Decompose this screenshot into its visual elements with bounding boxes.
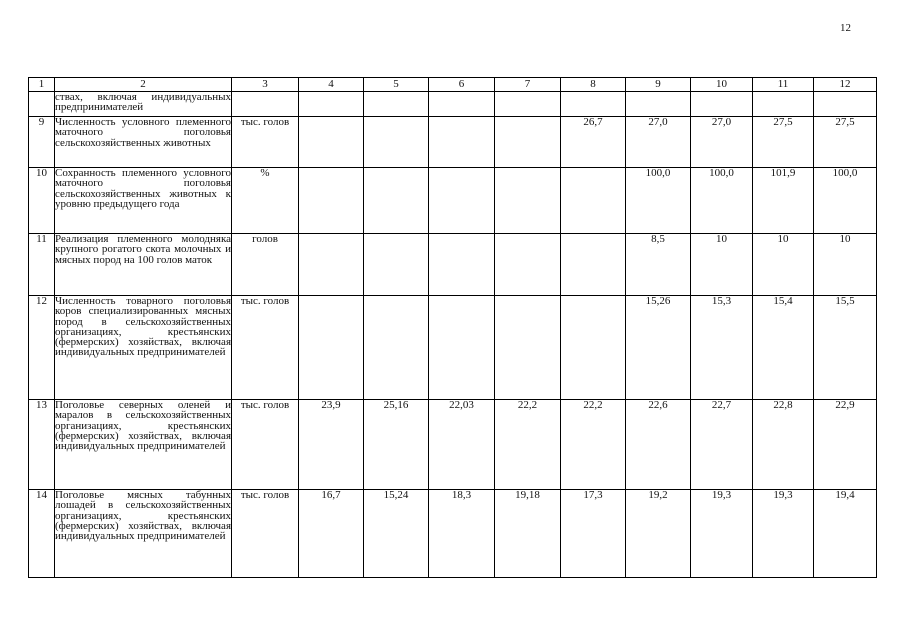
- indicator-name: Реализация племенного молодняка крупного рогатого скота молочных и мясных пород на 100 голов маток: [55, 234, 232, 296]
- table-row: [29, 296, 877, 400]
- row-number: 11: [29, 234, 55, 296]
- value-cell: 22,03: [429, 400, 495, 490]
- header-row: [29, 78, 877, 92]
- table-row: [29, 168, 877, 234]
- row-number: 14: [29, 490, 55, 578]
- value-cell: [429, 92, 495, 117]
- value-cell: 25,16: [364, 400, 429, 490]
- value-cell: 26,7: [561, 117, 626, 168]
- indicators-table: [28, 77, 877, 578]
- value-cell: 27,0: [691, 117, 753, 168]
- value-cell: 22,9: [814, 400, 877, 490]
- value-cell: 22,8: [753, 400, 814, 490]
- value-cell: 23,9: [299, 400, 364, 490]
- row-number: 9: [29, 117, 55, 168]
- column-header: 10: [691, 78, 753, 92]
- column-header: 5: [364, 78, 429, 92]
- value-cell: 15,24: [364, 490, 429, 578]
- value-cell: [814, 92, 877, 117]
- value-cell: 22,7: [691, 400, 753, 490]
- unit-cell: тыс. голов: [232, 117, 299, 168]
- value-cell: [364, 117, 429, 168]
- indicator-name: Поголовье мясных табунных лошадей в сельскохозяйственных организациях, крестьянских (фермерских) хозяйствах, включая индивидуальных предпринимателей: [55, 490, 232, 578]
- value-cell: [495, 92, 561, 117]
- value-cell: 100,0: [691, 168, 753, 234]
- value-cell: 15,3: [691, 296, 753, 400]
- value-cell: 27,0: [626, 117, 691, 168]
- value-cell: 27,5: [814, 117, 877, 168]
- value-cell: 8,5: [626, 234, 691, 296]
- value-cell: 19,3: [691, 490, 753, 578]
- value-cell: [364, 92, 429, 117]
- value-cell: [626, 92, 691, 117]
- column-header: 3: [232, 78, 299, 92]
- value-cell: [495, 117, 561, 168]
- unit-cell: голов: [232, 234, 299, 296]
- column-header: 2: [55, 78, 232, 92]
- row-number: 10: [29, 168, 55, 234]
- indicator-name: Поголовье северных оленей и маралов в сельскохозяйственных организациях, крестьянских (фермерских) хозяйствах, включая индивидуальных предпринимателей: [55, 400, 232, 490]
- value-cell: [561, 296, 626, 400]
- unit-cell: [232, 92, 299, 117]
- column-header: 7: [495, 78, 561, 92]
- value-cell: 10: [814, 234, 877, 296]
- value-cell: 15,26: [626, 296, 691, 400]
- value-cell: [429, 234, 495, 296]
- indicator-name: Численность товарного поголовья коров специализированных мясных пород в сельскохозяйственных организациях, крестьянских (фермерских) хозяйствах, включая индивидуальных предпринимателей: [55, 296, 232, 400]
- value-cell: 22,2: [561, 400, 626, 490]
- table-row: [29, 490, 877, 578]
- value-cell: [495, 168, 561, 234]
- column-header: 1: [29, 78, 55, 92]
- value-cell: [691, 92, 753, 117]
- value-cell: [429, 168, 495, 234]
- column-header: 9: [626, 78, 691, 92]
- unit-cell: тыс. голов: [232, 490, 299, 578]
- value-cell: 18,3: [429, 490, 495, 578]
- value-cell: [495, 296, 561, 400]
- value-cell: [561, 168, 626, 234]
- value-cell: 15,4: [753, 296, 814, 400]
- value-cell: 10: [691, 234, 753, 296]
- unit-cell: тыс. голов: [232, 296, 299, 400]
- column-header: 8: [561, 78, 626, 92]
- value-cell: 19,18: [495, 490, 561, 578]
- value-cell: 22,6: [626, 400, 691, 490]
- column-header: 12: [814, 78, 877, 92]
- value-cell: [299, 296, 364, 400]
- indicator-name: Сохранность племенного условного маточного поголовья сельскохозяйственных животных к уровню предыдущего года: [55, 168, 232, 234]
- page-number: 12: [840, 22, 851, 34]
- value-cell: 22,2: [495, 400, 561, 490]
- value-cell: [299, 234, 364, 296]
- value-cell: 19,4: [814, 490, 877, 578]
- value-cell: [561, 92, 626, 117]
- value-cell: [299, 92, 364, 117]
- unit-cell: тыс. голов: [232, 400, 299, 490]
- value-cell: 19,2: [626, 490, 691, 578]
- table-row: [29, 117, 877, 168]
- table-row: [29, 400, 877, 490]
- row-number: 12: [29, 296, 55, 400]
- value-cell: 101,9: [753, 168, 814, 234]
- column-header: 6: [429, 78, 495, 92]
- column-header: 4: [299, 78, 364, 92]
- indicator-name: ствах, включая индивидуальных предпринимателей: [55, 92, 232, 117]
- value-cell: [364, 296, 429, 400]
- value-cell: 15,5: [814, 296, 877, 400]
- value-cell: [429, 296, 495, 400]
- indicator-name: Численность условного племенного маточного поголовья сельскохозяйственных животных: [55, 117, 232, 168]
- value-cell: [364, 234, 429, 296]
- row-number: [29, 92, 55, 117]
- unit-cell: %: [232, 168, 299, 234]
- value-cell: [299, 117, 364, 168]
- value-cell: [429, 117, 495, 168]
- column-header: 11: [753, 78, 814, 92]
- value-cell: 16,7: [299, 490, 364, 578]
- value-cell: 100,0: [814, 168, 877, 234]
- value-cell: 17,3: [561, 490, 626, 578]
- value-cell: [495, 234, 561, 296]
- value-cell: [299, 168, 364, 234]
- value-cell: 100,0: [626, 168, 691, 234]
- value-cell: 10: [753, 234, 814, 296]
- row-number: 13: [29, 400, 55, 490]
- value-cell: 19,3: [753, 490, 814, 578]
- table-row: [29, 234, 877, 296]
- value-cell: 27,5: [753, 117, 814, 168]
- value-cell: [753, 92, 814, 117]
- table-row: [29, 92, 877, 117]
- value-cell: [364, 168, 429, 234]
- value-cell: [561, 234, 626, 296]
